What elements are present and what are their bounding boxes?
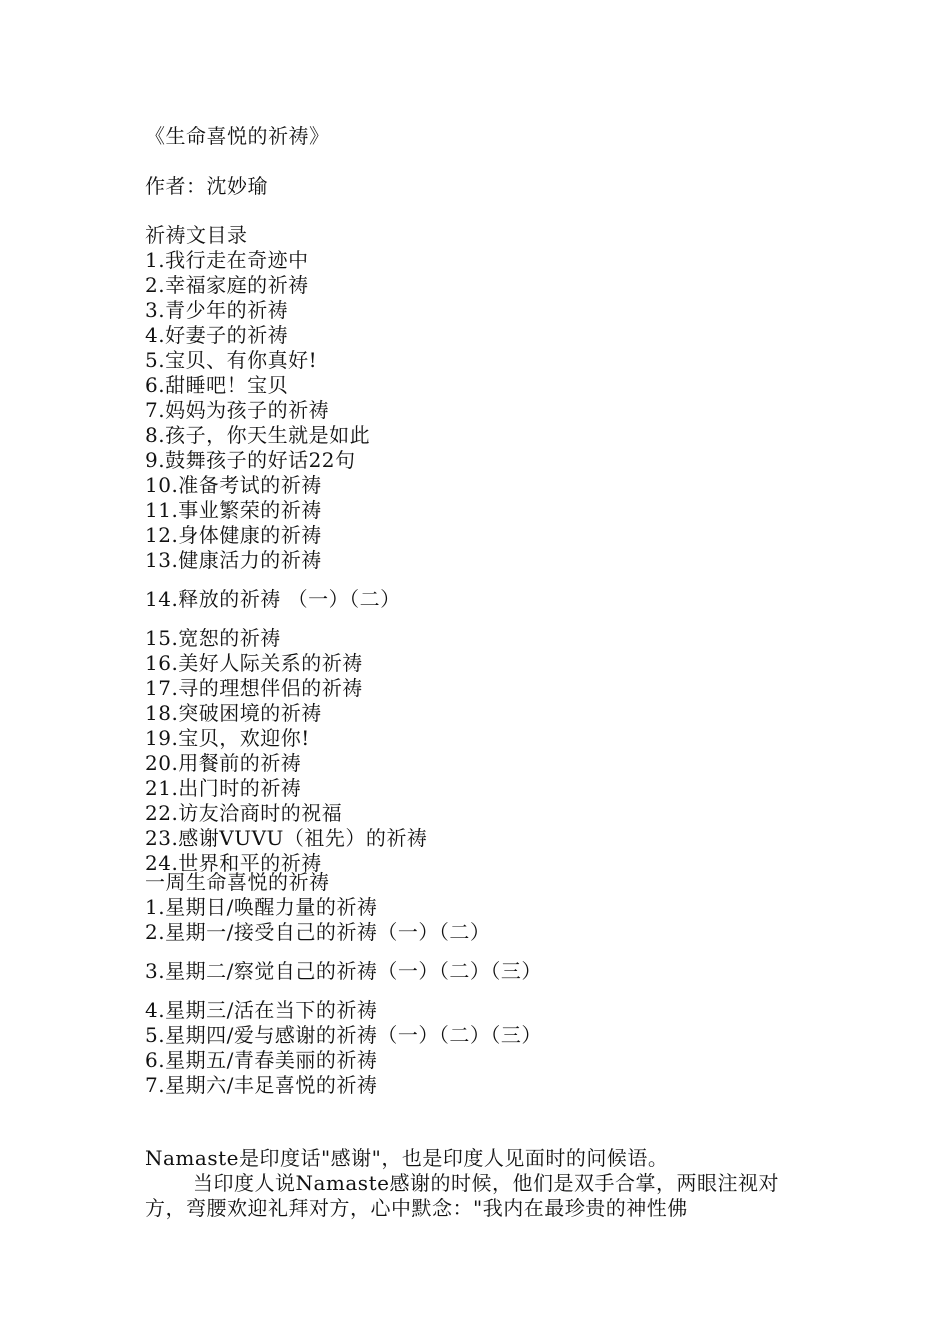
- week-item: 1.星期日/唤醒力量的祈祷: [145, 895, 378, 919]
- week-item: 6.星期五/青春美丽的祈祷: [145, 1048, 378, 1072]
- toc-list: [145, 248, 427, 876]
- toc-item: 3.青少年的祈祷: [145, 298, 289, 322]
- toc-item: 23.感谢VUVU（祖先）的祈祷: [145, 826, 428, 850]
- week-item: 4.星期三/活在当下的祈祷: [145, 998, 378, 1022]
- toc-item: 7.妈妈为孩子的祈祷: [145, 398, 330, 422]
- week-item: 2.星期一/接受自己的祈祷（一）（二）: [145, 920, 491, 944]
- toc-item: 16.美好人际关系的祈祷: [145, 651, 363, 675]
- document-title: 《生命喜悦的祈祷》: [145, 124, 330, 148]
- toc-item: 5.宝贝、有你真好!: [145, 348, 318, 372]
- toc-item: 9.鼓舞孩子的好话22句: [145, 448, 356, 472]
- toc-item: 4.好妻子的祈祷: [145, 323, 289, 347]
- toc-item: 22.访友洽商时的祝福: [145, 801, 343, 825]
- toc-item: 13.健康活力的祈祷: [145, 548, 322, 572]
- toc-item: 2.幸福家庭的祈祷: [145, 273, 309, 297]
- week-list: [145, 895, 542, 1098]
- toc-item: 20.用餐前的祈祷: [145, 751, 302, 775]
- toc-heading: 祈祷文目录: [145, 223, 248, 247]
- toc-item: 19.宝贝，欢迎你!: [145, 726, 310, 750]
- toc-item: 17.寻的理想伴侣的祈祷: [145, 676, 363, 700]
- toc-item: 10.准备考试的祈祷: [145, 473, 322, 497]
- toc-item: 24.世界和平的祈祷: [145, 851, 322, 875]
- toc-item: 11.事业繁荣的祈祷: [145, 498, 322, 522]
- namaste-paragraph-1: Namaste是印度话"感谢"，也是印度人见面时的问候语。: [145, 1146, 669, 1170]
- author-line: 作者：沈妙瑜: [145, 174, 268, 198]
- week-item: 3.星期二/察觉自己的祈祷（一）（二）（三）: [145, 959, 542, 983]
- toc-item: 12.身体健康的祈祷: [145, 523, 322, 547]
- week-heading: 一周生命喜悦的祈祷: [145, 870, 330, 894]
- toc-item: 18.突破困境的祈祷: [145, 701, 322, 725]
- toc-item: 6.甜睡吧！宝贝: [145, 373, 289, 397]
- week-item: 7.星期六/丰足喜悦的祈祷: [145, 1073, 378, 1097]
- toc-item: 15.宽恕的祈祷: [145, 626, 281, 650]
- namaste-paragraph-2: 当印度人说Namaste感谢的时候，他们是双手合掌，两眼注视对方，弯腰欢迎礼拜对方，心中默念："我内在最珍贵的神性佛: [145, 1171, 779, 1220]
- week-item: 5.星期四/爱与感谢的祈祷（一）（二）（三）: [145, 1023, 542, 1047]
- toc-item: 8.孩子，你天生就是如此: [145, 423, 371, 447]
- toc-item: 1.我行走在奇迹中: [145, 248, 309, 272]
- toc-item: 14.释放的祈祷 （一）（二）: [145, 587, 401, 611]
- toc-item: 21.出门时的祈祷: [145, 776, 302, 800]
